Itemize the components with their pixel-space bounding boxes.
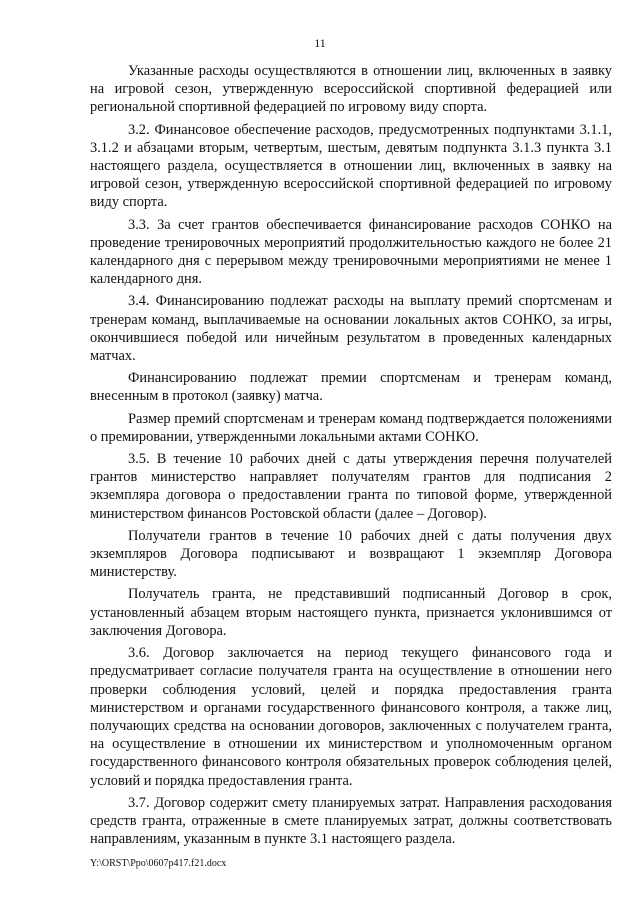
paragraph-3-4: 3.4. Финансированию подлежат расходы на выплату премий спортсменам и тренерам команд, выплачиваемые на основании локальных актов СОНКО, за игры, окончившиеся победой или ничейным результатом в проведенных календарных матчах. — [90, 293, 612, 365]
document-body — [90, 62, 612, 852]
page-number: 11 — [314, 36, 326, 50]
paragraph-evasion: Получатель гранта, не представивший подписанный Договор в срок, установленный абзацем вторым настоящего пункта, признается уклонившимся от заключения Договора. — [90, 586, 612, 639]
paragraph-3-7: 3.7. Договор содержит смету планируемых затрат. Направления расходования средств гранта, отраженные в смете планируемых затрат, должны соответствовать направлениям, указанным в пункте 3.1 настоящего раздела. — [90, 794, 612, 848]
paragraph-3-5: 3.5. В течение 10 рабочих дней с даты утверждения перечня получателей грантов министерство направляет получателям грантов для подписания 2 экземпляра договора о предоставлении гранта по типовой форме, утвержденной министерством финансов Ростовской области (далее – Договор). — [90, 451, 612, 522]
footer-file-path: Y:\ORST\Ppo\0607p417.f21.docx — [90, 858, 227, 869]
paragraph-premiums-protocol: Финансированию подлежат премии спортсменам и тренерам команд, внесенным в протокол (заявку) матча. — [90, 370, 612, 405]
paragraph-3-2: 3.2. Финансовое обеспечение расходов, предусмотренных подпунктами 3.1.1, 3.1.2 и абзацами вторым, четвертым, шестым, девятым подпункта 3.1.3 пункта 3.1 настоящего раздела, осуществляется в отношении лиц, включенных в заявку на игровой сезон, утвержденную всероссийской спортивной федерацией по игровому виду спорта. — [90, 121, 612, 211]
paragraph-3-6: 3.6. Договор заключается на период текущего финансового года и предусматривает согласие получателя гранта на осуществление в отношении него проверки соблюдения условий, целей и порядка предоставления гранта министерством и органами государственного финансового контроля, а также лиц, получающих средства на основании договоров, заключенных с получателем гранта, на осуществление в отношении их министерством и уполномоченным органом государственного финансового контроля обязательных проверок соблюдения целей, условий и порядка предоставления гранта. — [90, 645, 612, 789]
paragraph-expenses-persons: Указанные расходы осуществляются в отношении лиц, включенных в заявку на игровой сезон, утвержденную всероссийской спортивной федерацией или региональной спортивной федерацией по игровому виду спорта. — [90, 63, 612, 116]
paragraph-3-3: 3.3. За счет грантов обеспечивается финансирование расходов СОНКО на проведение тренировочных мероприятий продолжительностью каждого не более 21 календарного дня с перерывом между тренировочными мероприятиями не менее 1 календарного дня. — [90, 216, 612, 288]
paragraph-premiums-size: Размер премий спортсменам и тренерам команд подтверждается положениями о премировании, утвержденными локальными актами СОНКО. — [90, 410, 612, 445]
paragraph-signing: Получатели грантов в течение 10 рабочих дней с даты получения двух экземпляров Договора подписывают и возвращают 1 экземпляр Договора министерству. — [90, 527, 612, 581]
